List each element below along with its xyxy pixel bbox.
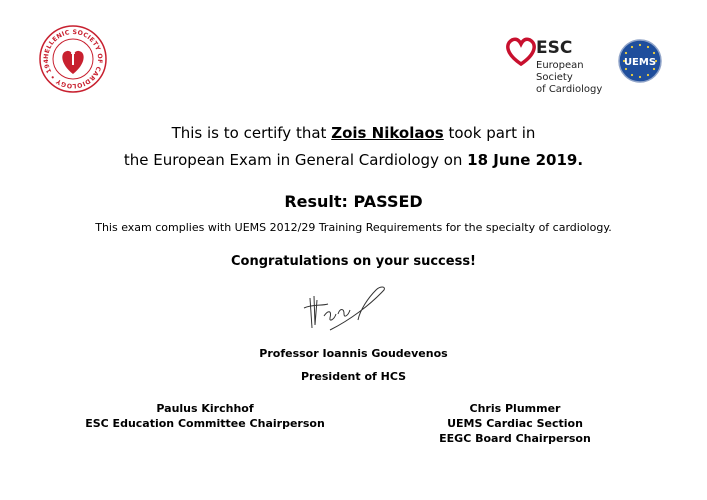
right-signatory-name: Chris Plummer: [469, 402, 561, 415]
president-signature: [300, 280, 390, 335]
left-signatory: [70, 402, 340, 430]
hcs-ring-text: HELLENIC SOCIETY OF CARDIOLOGY • 194: [42, 28, 104, 90]
esc-logo: [504, 36, 538, 66]
hcs-logo: [38, 24, 108, 94]
intro-prefix: This is to certify that: [171, 124, 332, 142]
left-signatory-title: ESC Education Committee Chairperson: [85, 417, 325, 430]
esc-abbrev: ESC: [536, 38, 573, 58]
exam-line: [0, 151, 707, 169]
result-heading: Result: PASSED: [284, 192, 423, 211]
right-signatory: [410, 402, 620, 445]
congratulations: Congratulations on your success!: [231, 254, 476, 269]
compliance-statement: This exam complies with UEMS 2012/29 Training Requirements for the specialty of cardiology.: [95, 221, 612, 234]
uems-logo: [617, 38, 663, 84]
intro-suffix: took part in: [443, 124, 536, 142]
exam-date: 18 June 2019.: [467, 151, 584, 169]
esc-name-line2: of Cardiology: [536, 84, 603, 95]
left-signatory-name: Paulus Kirchhof: [156, 402, 254, 415]
certify-line: [0, 124, 707, 142]
candidate-name: Zois Nikolaos: [331, 124, 444, 142]
uems-text: UEMS: [623, 57, 657, 68]
president-name: Professor Ioannis Goudevenos: [259, 347, 448, 360]
exam-prefix: the European Exam in General Cardiology on: [123, 151, 468, 169]
right-signatory-title1: UEMS Cardiac Section: [447, 417, 583, 430]
esc-name: [536, 60, 616, 96]
right-signatory-title2: EEGC Board Chairperson: [439, 432, 591, 445]
esc-name-line1: European Society: [536, 60, 584, 83]
president-title: President of HCS: [300, 370, 407, 383]
esc-heart-icon: [504, 36, 538, 66]
